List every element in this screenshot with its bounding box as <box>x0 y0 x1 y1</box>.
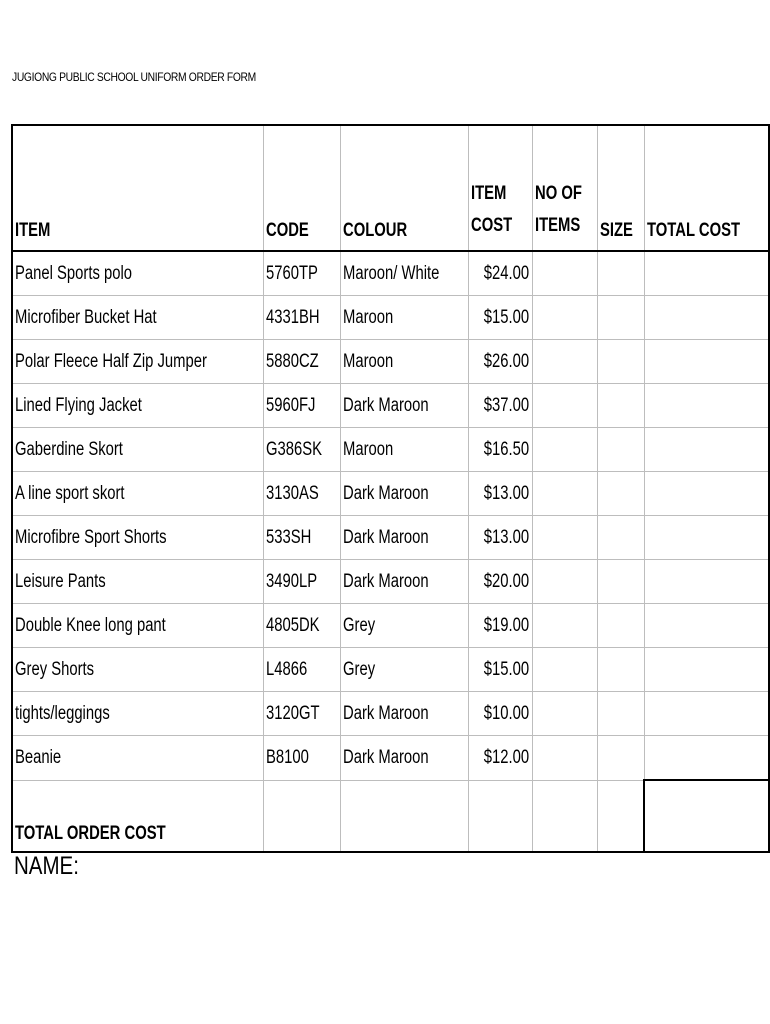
header-total-cost: TOTAL COST <box>644 125 769 251</box>
table-row <box>12 251 769 296</box>
size-field[interactable] <box>597 692 644 736</box>
no-of-items-field[interactable] <box>532 560 597 604</box>
total-order-cost-field[interactable] <box>644 780 769 852</box>
table-row <box>12 384 769 428</box>
total-order-cost-label: TOTAL ORDER COST <box>12 780 264 852</box>
table-row <box>12 648 769 692</box>
table-row <box>12 428 769 472</box>
item-code-cell: G386SK <box>264 428 341 472</box>
item-cost-cell: $19.00 <box>469 604 532 648</box>
item-colour-cell: Maroon <box>340 340 469 384</box>
table-row <box>12 472 769 516</box>
form-title: JUGIONG PUBLIC SCHOOL UNIFORM ORDER FORM <box>12 70 256 84</box>
row-total-cost-field[interactable] <box>644 736 769 781</box>
size-field[interactable] <box>597 472 644 516</box>
item-cost-cell: $10.00 <box>469 692 532 736</box>
total-no-of-items-cell <box>532 780 597 852</box>
item-colour-cell: Dark Maroon <box>340 692 469 736</box>
item-colour-cell: Dark Maroon <box>340 736 469 781</box>
no-of-items-field[interactable] <box>532 692 597 736</box>
item-cost-cell: $13.00 <box>469 516 532 560</box>
item-colour-cell: Maroon/ White <box>340 251 469 296</box>
no-of-items-field[interactable] <box>532 604 597 648</box>
item-colour-cell: Dark Maroon <box>340 516 469 560</box>
item-cost-cell: $26.00 <box>469 340 532 384</box>
no-of-items-field[interactable] <box>532 516 597 560</box>
item-name-cell: Grey Shorts <box>12 648 264 692</box>
item-name-cell: Panel Sports polo <box>12 251 264 296</box>
no-of-items-field[interactable] <box>532 428 597 472</box>
table-row <box>12 604 769 648</box>
header-colour: COLOUR <box>340 125 469 251</box>
item-name-cell: Microfiber Bucket Hat <box>12 296 264 340</box>
item-name-cell: Leisure Pants <box>12 560 264 604</box>
table-row <box>12 736 769 781</box>
item-cost-cell: $15.00 <box>469 296 532 340</box>
item-code-cell: 533SH <box>264 516 341 560</box>
size-field[interactable] <box>597 648 644 692</box>
item-name-cell: Beanie <box>12 736 264 781</box>
item-name-cell: Polar Fleece Half Zip Jumper <box>12 340 264 384</box>
item-colour-cell: Dark Maroon <box>340 384 469 428</box>
item-name-cell: A line sport skort <box>12 472 264 516</box>
total-colour-cell <box>340 780 469 852</box>
item-code-cell: 5960FJ <box>264 384 341 428</box>
header-item-cost: ITEM COST <box>469 125 532 251</box>
header-code: CODE <box>264 125 341 251</box>
size-field[interactable] <box>597 384 644 428</box>
table-row <box>12 692 769 736</box>
no-of-items-field[interactable] <box>532 384 597 428</box>
item-cost-cell: $16.50 <box>469 428 532 472</box>
item-name-cell: Double Knee long pant <box>12 604 264 648</box>
no-of-items-field[interactable] <box>532 648 597 692</box>
name-label: NAME: <box>14 852 79 880</box>
item-colour-cell: Dark Maroon <box>340 560 469 604</box>
size-field[interactable] <box>597 428 644 472</box>
item-code-cell: 4805DK <box>264 604 341 648</box>
total-item-cost-cell <box>469 780 532 852</box>
item-colour-cell: Grey <box>340 604 469 648</box>
item-cost-cell: $37.00 <box>469 384 532 428</box>
item-code-cell: 5880CZ <box>264 340 341 384</box>
size-field[interactable] <box>597 604 644 648</box>
item-code-cell: 3120GT <box>264 692 341 736</box>
uniform-order-table <box>11 124 770 853</box>
item-code-cell: 3130AS <box>264 472 341 516</box>
table-row <box>12 516 769 560</box>
size-field[interactable] <box>597 251 644 296</box>
item-code-cell: 3490LP <box>264 560 341 604</box>
row-total-cost-field[interactable] <box>644 340 769 384</box>
item-name-cell: Microfibre Sport Shorts <box>12 516 264 560</box>
row-total-cost-field[interactable] <box>644 648 769 692</box>
table-row <box>12 340 769 384</box>
row-total-cost-field[interactable] <box>644 472 769 516</box>
item-code-cell: L4866 <box>264 648 341 692</box>
item-cost-cell: $15.00 <box>469 648 532 692</box>
size-field[interactable] <box>597 296 644 340</box>
item-code-cell: 5760TP <box>264 251 341 296</box>
no-of-items-field[interactable] <box>532 251 597 296</box>
item-name-cell: Gaberdine Skort <box>12 428 264 472</box>
row-total-cost-field[interactable] <box>644 516 769 560</box>
row-total-cost-field[interactable] <box>644 560 769 604</box>
size-field[interactable] <box>597 736 644 781</box>
no-of-items-field[interactable] <box>532 472 597 516</box>
item-cost-cell: $20.00 <box>469 560 532 604</box>
item-cost-cell: $13.00 <box>469 472 532 516</box>
no-of-items-field[interactable] <box>532 296 597 340</box>
item-cost-cell: $12.00 <box>469 736 532 781</box>
total-size-cell <box>597 780 644 852</box>
header-row <box>12 125 769 251</box>
row-total-cost-field[interactable] <box>644 251 769 296</box>
row-total-cost-field[interactable] <box>644 692 769 736</box>
table-row <box>12 296 769 340</box>
table-row <box>12 560 769 604</box>
row-total-cost-field[interactable] <box>644 296 769 340</box>
item-code-cell: B8100 <box>264 736 341 781</box>
item-code-cell: 4331BH <box>264 296 341 340</box>
size-field[interactable] <box>597 516 644 560</box>
row-total-cost-field[interactable] <box>644 428 769 472</box>
total-order-row <box>12 780 769 852</box>
item-cost-cell: $24.00 <box>469 251 532 296</box>
row-total-cost-field[interactable] <box>644 384 769 428</box>
item-colour-cell: Grey <box>340 648 469 692</box>
header-item: ITEM <box>12 125 264 251</box>
no-of-items-field[interactable] <box>532 340 597 384</box>
row-total-cost-field[interactable] <box>644 604 769 648</box>
header-size: SIZE <box>597 125 644 251</box>
header-no-of-items: NO OF ITEMS <box>532 125 597 251</box>
size-field[interactable] <box>597 560 644 604</box>
no-of-items-field[interactable] <box>532 736 597 781</box>
size-field[interactable] <box>597 340 644 384</box>
item-colour-cell: Maroon <box>340 428 469 472</box>
item-colour-cell: Dark Maroon <box>340 472 469 516</box>
item-name-cell: tights/leggings <box>12 692 264 736</box>
total-code-cell <box>264 780 341 852</box>
item-name-cell: Lined Flying Jacket <box>12 384 264 428</box>
item-colour-cell: Maroon <box>340 296 469 340</box>
